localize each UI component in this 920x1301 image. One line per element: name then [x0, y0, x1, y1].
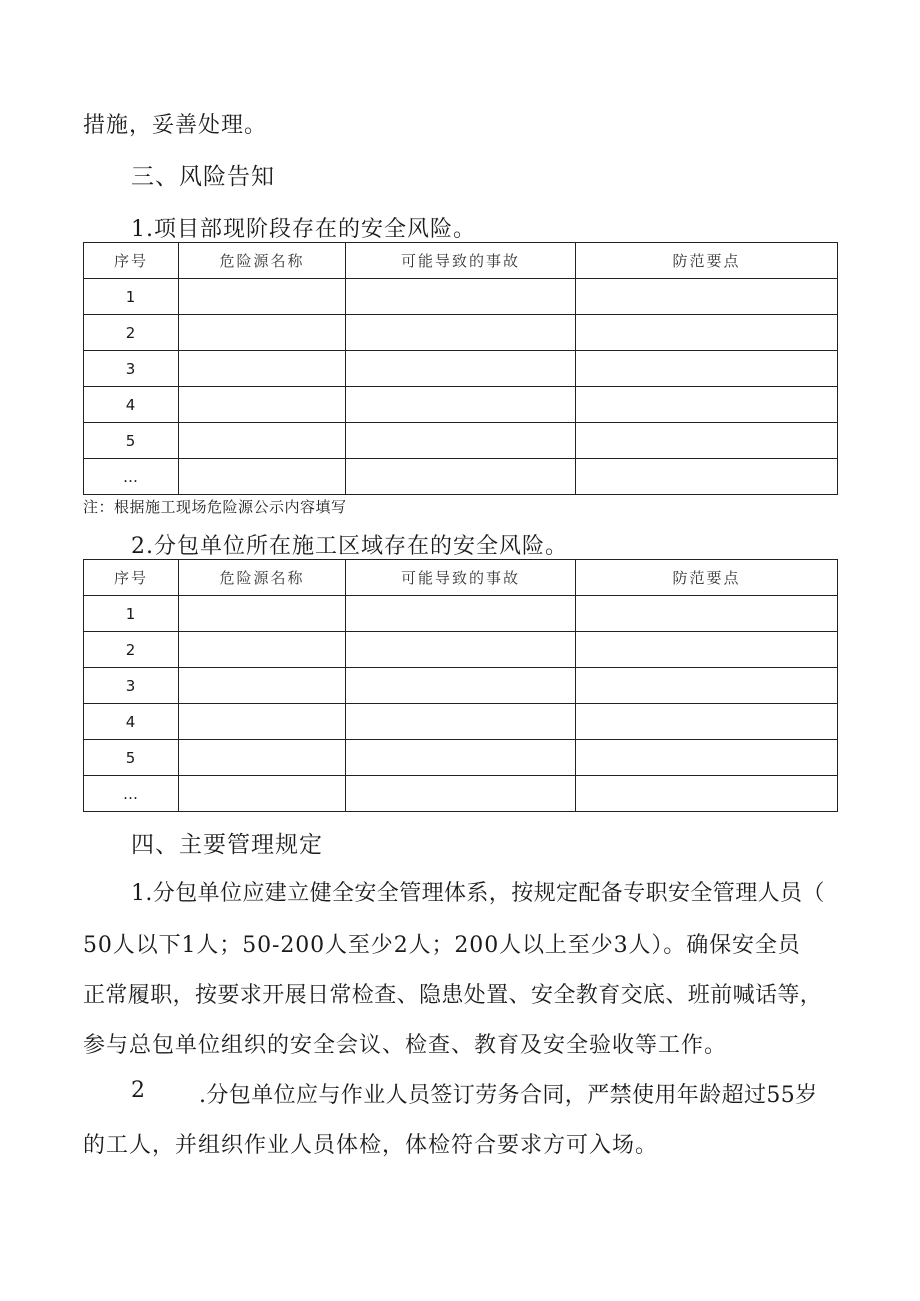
prevention-points-cell[interactable]: [576, 776, 838, 812]
header-hazard-name: 危险源名称: [179, 243, 346, 279]
rule-1-line-2: 50人以下1人；50-200人至少2人；200人以上至少3人）。确保安全员: [83, 933, 801, 958]
hazard-name-cell[interactable]: [179, 351, 346, 387]
table-row: [84, 279, 838, 315]
hazard-name-cell[interactable]: [179, 740, 346, 776]
risk-table-project: [83, 242, 838, 495]
risk-table-subcontractor: [83, 559, 838, 812]
hazard-name-cell[interactable]: [179, 704, 346, 740]
prevention-points-cell[interactable]: [576, 351, 838, 387]
rule-2-number: 2: [131, 1078, 146, 1103]
row-seq: 2: [84, 315, 179, 351]
prevention-points-cell[interactable]: [576, 704, 838, 740]
hazard-name-cell[interactable]: [179, 279, 346, 315]
intro-tail-text: 措施，妥善处理。: [83, 113, 268, 138]
header-possible-accident: 可能导致的事故: [346, 243, 576, 279]
table-row: [84, 704, 838, 740]
prevention-points-cell[interactable]: [576, 423, 838, 459]
row-seq: 3: [84, 351, 179, 387]
prevention-points-cell[interactable]: [576, 668, 838, 704]
section-3-title: 三、风险告知: [131, 164, 275, 190]
possible-accident-cell[interactable]: [346, 776, 576, 812]
prevention-points-cell[interactable]: [576, 315, 838, 351]
prevention-points-cell[interactable]: [576, 596, 838, 632]
possible-accident-cell[interactable]: [346, 632, 576, 668]
row-seq: 4: [84, 704, 179, 740]
possible-accident-cell[interactable]: [346, 423, 576, 459]
row-seq: 1: [84, 279, 179, 315]
table-row: [84, 351, 838, 387]
possible-accident-cell[interactable]: [346, 740, 576, 776]
prevention-points-cell[interactable]: [576, 740, 838, 776]
possible-accident-cell[interactable]: [346, 704, 576, 740]
hazard-name-cell[interactable]: [179, 596, 346, 632]
row-seq: …: [84, 459, 179, 495]
table-2-caption: 2.分包单位所在施工区域存在的安全风险。: [131, 534, 568, 559]
table-row: [84, 387, 838, 423]
table-row: [84, 668, 838, 704]
rule-1-line-1: 1.分包单位应建立健全安全管理体系，按规定配备专职安全管理人员（: [131, 881, 825, 906]
header-hazard-name: 危险源名称: [179, 560, 346, 596]
header-seq: 序号: [84, 560, 179, 596]
row-seq: 5: [84, 740, 179, 776]
header-possible-accident: 可能导致的事故: [346, 560, 576, 596]
header-prevention-points: 防范要点: [576, 560, 838, 596]
table-row: [84, 596, 838, 632]
header-prevention-points: 防范要点: [576, 243, 838, 279]
row-seq: 4: [84, 387, 179, 423]
table-header-row: [84, 560, 838, 596]
prevention-points-cell[interactable]: [576, 279, 838, 315]
possible-accident-cell[interactable]: [346, 279, 576, 315]
hazard-name-cell[interactable]: [179, 387, 346, 423]
row-seq: 5: [84, 423, 179, 459]
rule-2-line-1: .分包单位应与作业人员签订劳务合同，严禁使用年龄超过55岁: [199, 1083, 818, 1108]
row-seq: 2: [84, 632, 179, 668]
prevention-points-cell[interactable]: [576, 459, 838, 495]
row-seq: …: [84, 776, 179, 812]
table-row: [84, 459, 838, 495]
prevention-points-cell[interactable]: [576, 632, 838, 668]
possible-accident-cell[interactable]: [346, 668, 576, 704]
prevention-points-cell[interactable]: [576, 387, 838, 423]
possible-accident-cell[interactable]: [346, 459, 576, 495]
possible-accident-cell[interactable]: [346, 596, 576, 632]
hazard-name-cell[interactable]: [179, 668, 346, 704]
row-seq: 3: [84, 668, 179, 704]
table-row: [84, 776, 838, 812]
hazard-name-cell[interactable]: [179, 459, 346, 495]
hazard-name-cell[interactable]: [179, 423, 346, 459]
possible-accident-cell[interactable]: [346, 315, 576, 351]
rule-1-line-4: 参与总包单位组织的安全会议、检查、教育及安全验收等工作。: [83, 1033, 728, 1058]
table-row: [84, 423, 838, 459]
hazard-name-cell[interactable]: [179, 776, 346, 812]
section-4-title: 四、主要管理规定: [131, 832, 323, 858]
possible-accident-cell[interactable]: [346, 387, 576, 423]
rule-1-line-3: 正常履职，按要求开展日常检查、隐患处置、安全教育交底、班前喊话等，: [83, 983, 823, 1008]
table-row: [84, 632, 838, 668]
table-header-row: [84, 243, 838, 279]
row-seq: 1: [84, 596, 179, 632]
hazard-name-cell[interactable]: [179, 315, 346, 351]
hazard-name-cell[interactable]: [179, 632, 346, 668]
rule-2-line-2: 的工人，并组织作业人员体检，体检符合要求方可入场。: [83, 1133, 659, 1158]
possible-accident-cell[interactable]: [346, 351, 576, 387]
header-seq: 序号: [84, 243, 179, 279]
table-row: [84, 740, 838, 776]
table-1-note: 注：根据施工现场危险源公示内容填写: [83, 498, 347, 516]
table-row: [84, 315, 838, 351]
table-1-caption: 1.项目部现阶段存在的安全风险。: [131, 217, 476, 242]
